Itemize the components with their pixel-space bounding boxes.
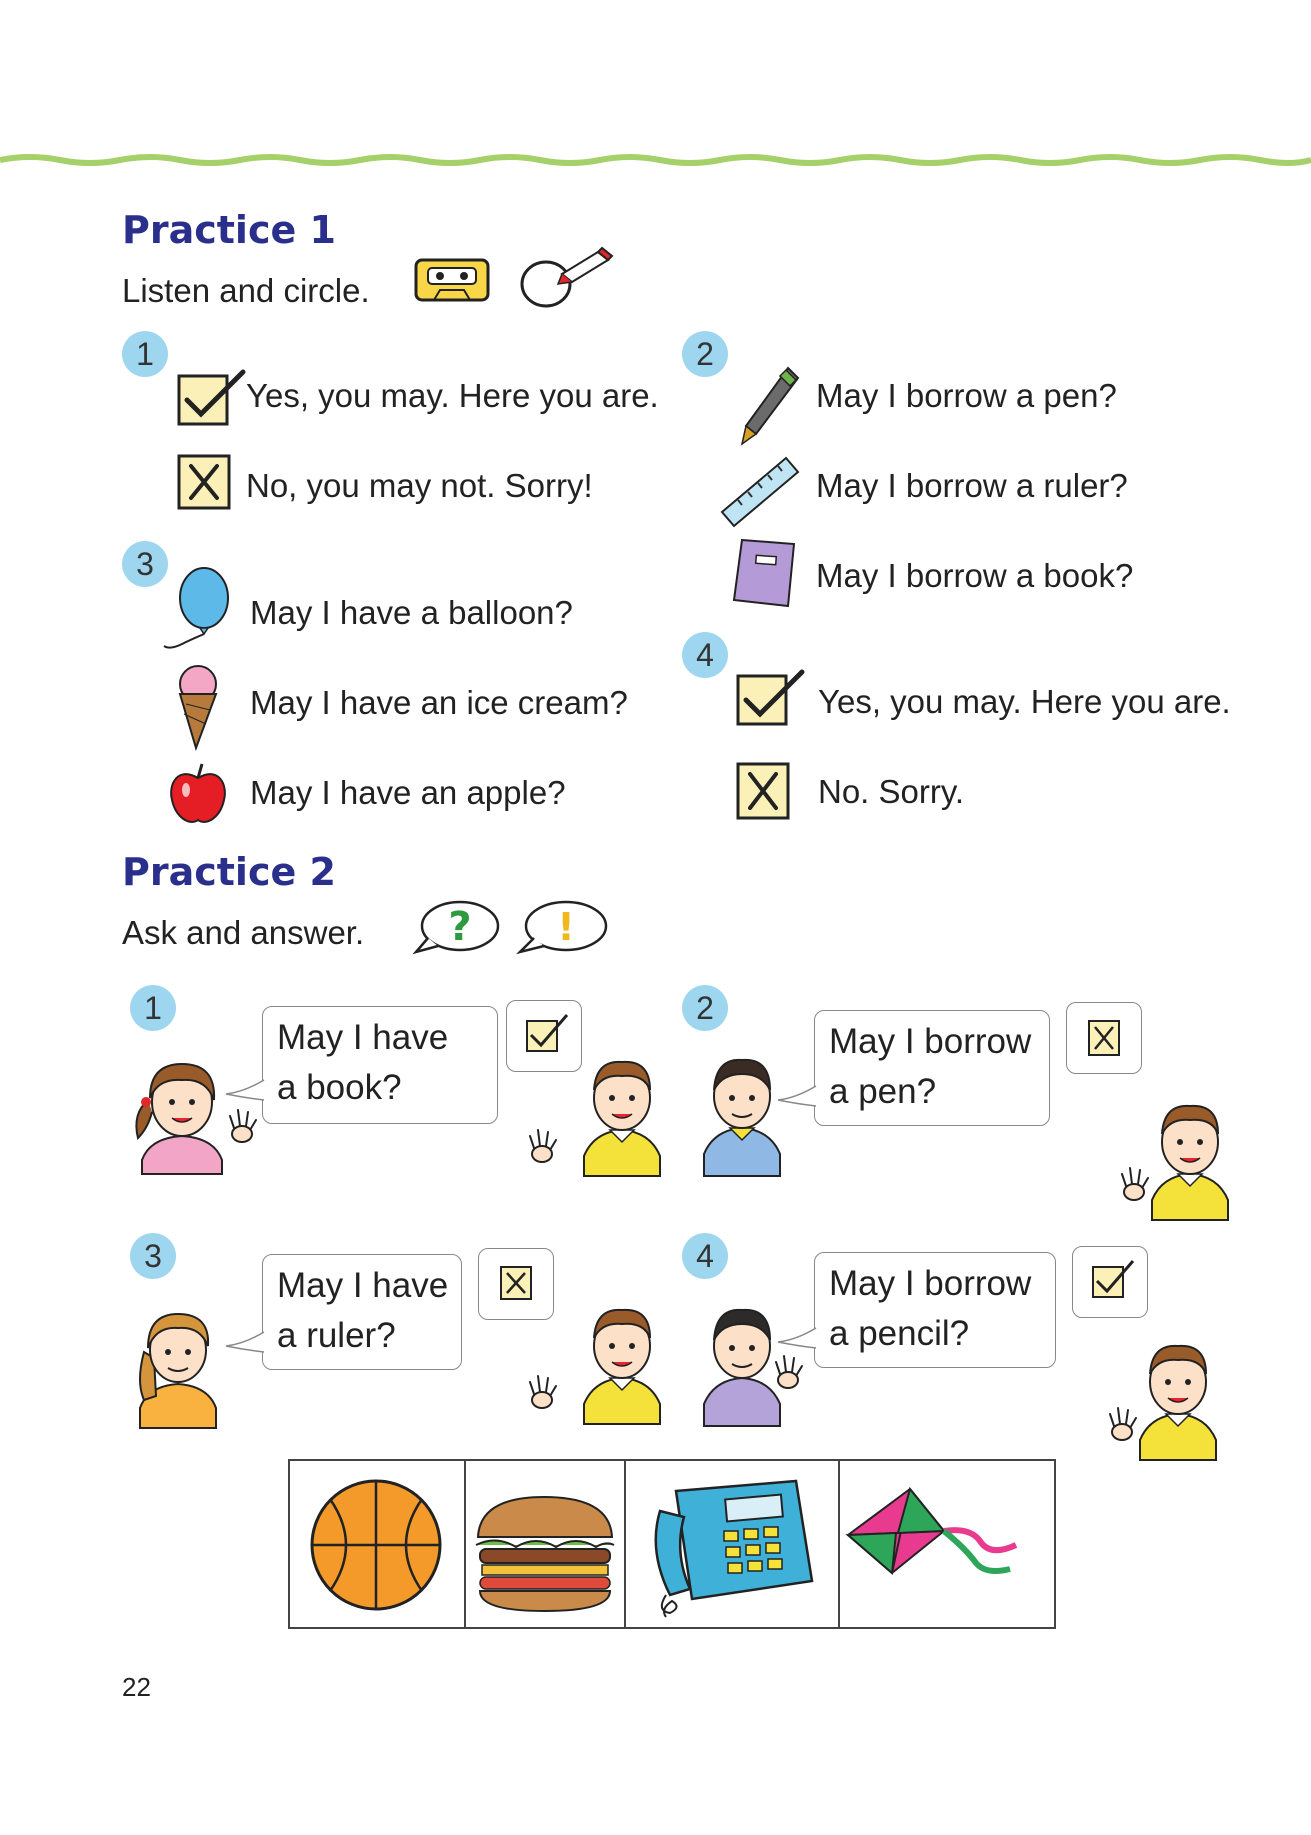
question-line: a book?: [277, 1068, 402, 1107]
question-line: a pencil?: [829, 1314, 970, 1353]
response-line: Yes, you may. Here you are.: [246, 377, 659, 414]
bubble-tail: [776, 1326, 818, 1350]
bubble-tail: [224, 1330, 266, 1354]
object-cell: [840, 1461, 1054, 1627]
svg-text:!: !: [557, 905, 575, 949]
hand-wave-icon: [528, 1374, 564, 1410]
hand-wave-icon: [774, 1354, 810, 1390]
response-line: No, you may not. Sorry!: [246, 467, 593, 504]
item-number: 1: [122, 331, 168, 377]
practice1-instruction: Listen and circle.: [122, 272, 370, 309]
item-number: 3: [130, 1233, 176, 1279]
boy-character: [1142, 1090, 1250, 1222]
practice2-title: Practice 2: [122, 850, 336, 894]
question-bubble-icon: [414, 900, 500, 956]
ice-cream-icon: [172, 664, 222, 750]
objects-table: [288, 1459, 1056, 1629]
question-bubble: [814, 1252, 1056, 1368]
practice2-instruction: Ask and answer.: [122, 914, 365, 951]
cross-box-icon: [479, 1249, 555, 1321]
cross-box-icon: [1067, 1003, 1143, 1075]
object-cell: [466, 1461, 626, 1627]
bubble-tail: [224, 1078, 266, 1102]
boy-character-blue: [696, 1044, 796, 1176]
cross-box-icon: [177, 452, 233, 512]
question-line: May I borrow: [829, 1022, 1032, 1061]
boy-character: [1130, 1330, 1238, 1462]
question-line: a ruler?: [277, 1316, 396, 1355]
girl-character-orange: [126, 1292, 232, 1428]
bubble-tail: [776, 1084, 818, 1108]
hand-wave-icon: [1120, 1166, 1156, 1202]
response-line: No. Sorry.: [818, 773, 965, 810]
cassette-icon: [414, 258, 490, 302]
hamburger-icon: [466, 1461, 622, 1627]
balloon-icon: [160, 566, 232, 652]
svg-text:?: ?: [448, 904, 472, 950]
item-number: 3: [122, 541, 168, 587]
hand-wave-icon: [528, 1128, 564, 1164]
practice1-title: Practice 1: [122, 208, 336, 252]
book-icon: [732, 538, 796, 608]
item-number: 4: [682, 632, 728, 678]
boy-character: [574, 1046, 682, 1178]
question-line: a pen?: [829, 1072, 937, 1111]
question-line: May I borrow a book?: [816, 557, 1134, 594]
kite-icon: [840, 1461, 1050, 1627]
hand-wave-icon: [228, 1108, 264, 1144]
object-cell: [626, 1461, 840, 1627]
question-line: May I have an ice cream?: [250, 684, 628, 721]
question-line: May I borrow: [829, 1264, 1032, 1303]
tick-box-icon: [736, 670, 806, 728]
object-cell: [290, 1461, 466, 1627]
answer-bubble: [478, 1248, 554, 1320]
tick-box-icon: [177, 370, 247, 428]
circle-pen-icon: [518, 244, 612, 310]
exclamation-bubble-icon: [518, 900, 608, 956]
question-line: May I borrow a pen?: [816, 377, 1117, 414]
apple-icon: [168, 762, 228, 826]
telephone-icon: [626, 1461, 836, 1627]
answer-bubble: [1072, 1246, 1148, 1318]
ruler-icon: [718, 454, 802, 530]
question-line: May I borrow a ruler?: [816, 467, 1128, 504]
item-number: 1: [130, 985, 176, 1031]
hand-wave-icon: [1108, 1406, 1144, 1442]
girl-character: [126, 1042, 238, 1174]
question-line: May I have a balloon?: [250, 594, 573, 631]
question-bubble: [814, 1010, 1050, 1126]
item-number: 4: [682, 1233, 728, 1279]
page-number: 22: [122, 1672, 151, 1702]
answer-bubble: [1066, 1002, 1142, 1074]
decorative-top-rule: [0, 150, 1311, 170]
cross-box-icon: [736, 760, 792, 822]
item-number: 2: [682, 985, 728, 1031]
basketball-icon: [290, 1461, 462, 1627]
boy-character: [574, 1294, 682, 1426]
question-bubble: [262, 1006, 498, 1124]
question-line: May I have an apple?: [250, 774, 566, 811]
answer-bubble: [506, 1000, 582, 1072]
question-line: May I have: [277, 1266, 449, 1305]
question-line: May I have: [277, 1018, 449, 1057]
item-number: 2: [682, 331, 728, 377]
response-line: Yes, you may. Here you are.: [818, 683, 1231, 720]
tick-box-icon: [507, 1001, 583, 1073]
question-bubble: [262, 1254, 462, 1370]
pen-icon: [740, 364, 800, 446]
tick-box-icon: [1073, 1247, 1149, 1319]
